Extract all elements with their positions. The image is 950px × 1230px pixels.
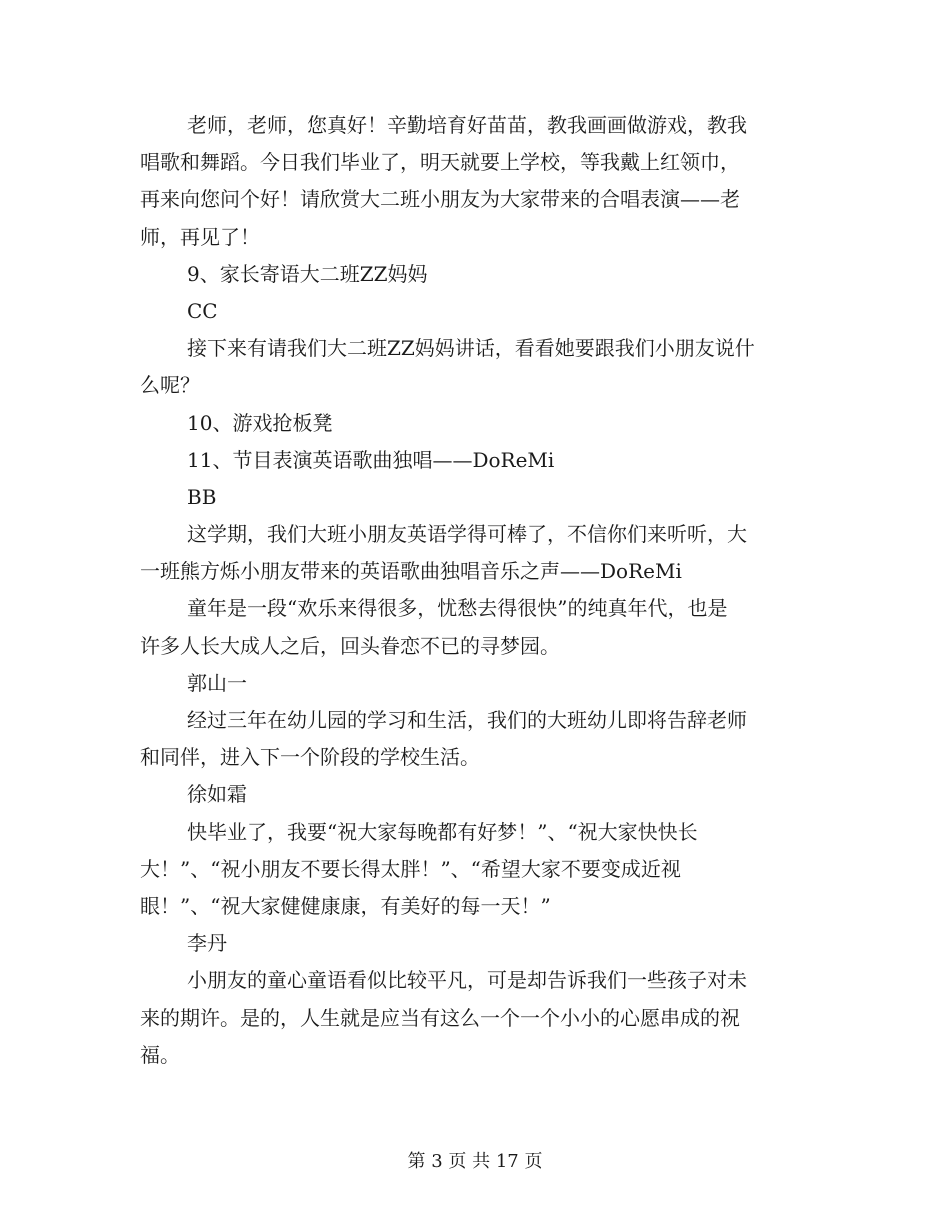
text-line: 老师，老师，您真好！辛勤培育好苗苗，教我画画做游戏，教我 (187, 113, 747, 137)
text-line: CC (187, 298, 218, 323)
text-line: BB (187, 484, 217, 509)
text-line: 大！”、“祝小朋友不要长得太胖！”、“希望大家不要变成近视 (140, 856, 681, 881)
text-line: 徐如霜 (187, 782, 247, 807)
text-line: 童年是一段“欢乐来得很多，忧愁去得很快”的纯真年代，也是 (187, 596, 728, 621)
text-line: 快毕业了，我要“祝大家每晚都有好梦！”、“祝大家快快长 (187, 819, 698, 844)
text-line: 么呢？ (140, 373, 200, 398)
text-line: 经过三年在幼儿园的学习和生活，我们的大班幼儿即将告辞老师 (187, 708, 747, 732)
text-line: 11、节目表演英语歌曲独唱——DoReMi (187, 447, 555, 472)
text-line: 接下来有请我们大二班ZZ妈妈讲话，看看她要跟我们小朋友说什 (187, 336, 755, 361)
text-line: 李丹 (187, 931, 227, 956)
text-line: 这学期，我们大班小朋友英语学得可棒了，不信你们来听听，大 (187, 522, 747, 547)
text-line: 小朋友的童心童语看似比较平凡，可是却告诉我们一些孩子对未 (187, 968, 747, 993)
text-line: 师，再见了！ (140, 224, 260, 249)
text-line: 9、家长寄语大二班ZZ妈妈 (187, 261, 428, 286)
text-line: 再来向您问个好！请欣赏大二班小朋友为大家带来的合唱表演——老 (140, 187, 740, 212)
text-line: 一班熊方烁小朋友带来的英语歌曲独唱音乐之声——DoReMi (140, 559, 682, 584)
document-body (140, 107, 812, 1074)
text-line: 10、游戏抢板凳 (187, 410, 333, 435)
text-line: 来的期许。是的，人生就是应当有这么一个一个小小的心愿串成的祝 (140, 1005, 740, 1030)
text-line: 唱歌和舞蹈。今日我们毕业了，明天就要上学校，等我戴上红领巾， (140, 150, 740, 175)
text-line: 和同伴，进入下一个阶段的学校生活。 (140, 745, 480, 770)
text-line: 福。 (140, 1042, 180, 1067)
text-line: 许多人长大成人之后，回头眷恋不已的寻梦园。 (140, 633, 560, 658)
text-line: 眼！”、“祝大家健健康康，有美好的每一天！” (140, 893, 551, 918)
text-line: 郭山一 (187, 670, 247, 695)
page-footer: 第 3 页 共 17 页 (407, 1151, 543, 1172)
